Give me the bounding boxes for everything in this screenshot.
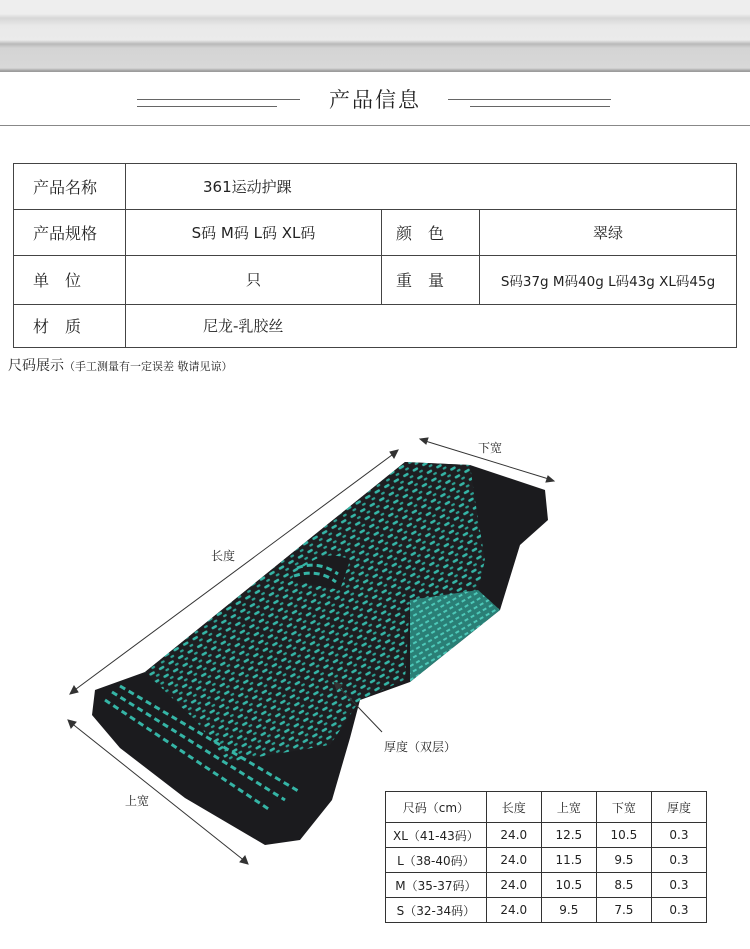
unit-value: 只 bbox=[245, 271, 261, 289]
size-table-cell: 0.3 bbox=[651, 823, 706, 848]
size-table-cell: 24.0 bbox=[486, 848, 541, 873]
size-display-note: （手工测量有一定误差 敬请见谅） bbox=[64, 360, 233, 373]
size-table-cell: S（32-34码） bbox=[386, 898, 487, 923]
section-title: 产品信息 bbox=[329, 88, 421, 112]
title-divider bbox=[0, 125, 750, 126]
size-table-cell: 0.3 bbox=[651, 898, 706, 923]
size-table-header: 下宽 bbox=[596, 792, 651, 823]
size-table-cell: 10.5 bbox=[596, 823, 651, 848]
size-table-cell: L（38-40码） bbox=[386, 848, 487, 873]
brace-heel-panel bbox=[410, 590, 500, 682]
material-value: 尼龙-乳胶丝 bbox=[203, 317, 284, 335]
title-deco-line bbox=[470, 106, 610, 107]
size-table-cell: 12.5 bbox=[541, 823, 596, 848]
size-table-cell: 9.5 bbox=[596, 848, 651, 873]
name-value: 361运动护踝 bbox=[203, 178, 292, 196]
size-table-cell: 10.5 bbox=[541, 873, 596, 898]
product-spec-table bbox=[13, 163, 737, 348]
size-display-heading bbox=[8, 355, 233, 375]
title-deco-line bbox=[448, 99, 611, 100]
size-table-cell: 24.0 bbox=[486, 823, 541, 848]
size-table-header: 上宽 bbox=[541, 792, 596, 823]
top-width-label: 上宽 bbox=[125, 794, 150, 808]
size-table-header: 厚度 bbox=[651, 792, 706, 823]
size-table-cell: 0.3 bbox=[651, 848, 706, 873]
size-table-cell: 0.3 bbox=[651, 873, 706, 898]
length-label: 长度 bbox=[211, 549, 236, 563]
size-table-row bbox=[386, 898, 707, 923]
weight-value: S码37g M码40g L码43g XL码45g bbox=[500, 273, 716, 290]
size-table-cell: XL（41-43码） bbox=[386, 823, 487, 848]
size-table-cell: M（35-37码） bbox=[386, 873, 487, 898]
size-table-row bbox=[386, 873, 707, 898]
size-table-cell: 8.5 bbox=[596, 873, 651, 898]
size-table-header-row bbox=[386, 792, 707, 823]
size-table-header: 长度 bbox=[486, 792, 541, 823]
bottom-width-label: 下宽 bbox=[478, 441, 503, 455]
size-table-header: 尺码（cm） bbox=[386, 792, 487, 823]
size-value: S码 M码 L码 XL码 bbox=[191, 223, 316, 242]
size-table-cell: 7.5 bbox=[596, 898, 651, 923]
size-display-title: 尺码展示 bbox=[8, 358, 64, 374]
top-banner bbox=[0, 0, 750, 72]
size-table-row bbox=[386, 823, 707, 848]
size-table-cell: 11.5 bbox=[541, 848, 596, 873]
name-label: 产品名称 bbox=[33, 178, 98, 197]
size-table-cell: 9.5 bbox=[541, 898, 596, 923]
size-label: 产品规格 bbox=[33, 223, 98, 243]
color-label: 颜 色 bbox=[396, 223, 445, 243]
color-value: 翠绿 bbox=[592, 223, 623, 242]
size-table-row bbox=[386, 848, 707, 873]
material-label: 材 质 bbox=[33, 317, 82, 336]
thickness-label: 厚度（双层） bbox=[384, 740, 457, 754]
size-table-cell: 24.0 bbox=[486, 898, 541, 923]
weight-label: 重 量 bbox=[396, 271, 445, 290]
unit-label: 单 位 bbox=[33, 271, 82, 290]
size-table-cell: 24.0 bbox=[486, 873, 541, 898]
size-table bbox=[385, 791, 707, 923]
